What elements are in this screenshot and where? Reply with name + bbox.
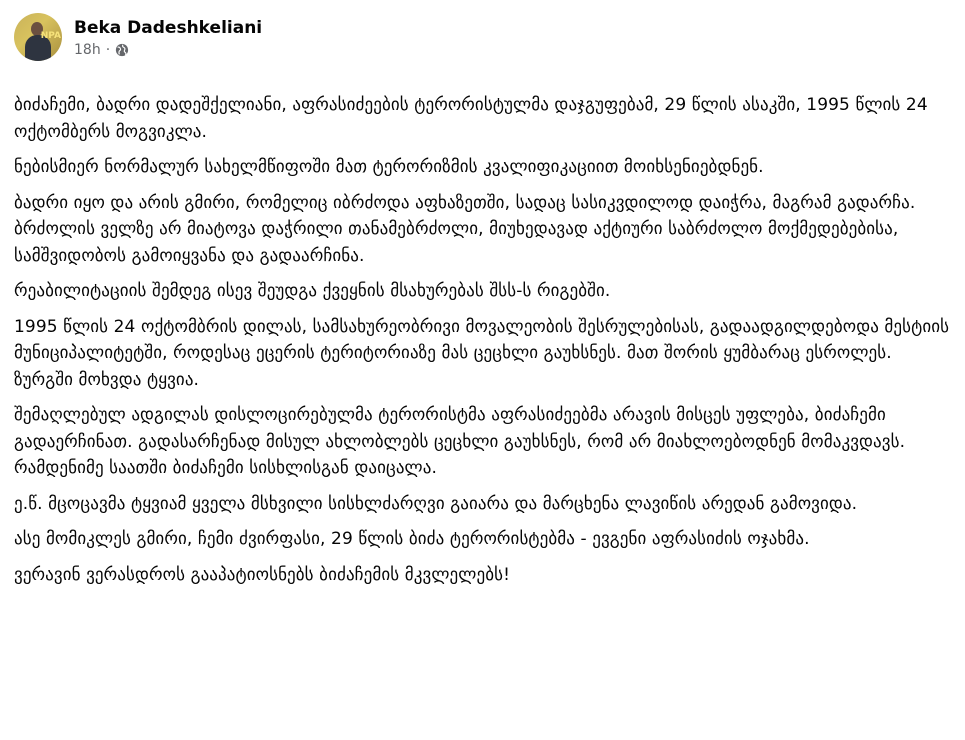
post-paragraph: ბიძაჩემი, ბადრი დადეშქელიანი, აფრასიძეების ტერორისტულმა დაჯგუფებამ, 29 წლის ასაკში, 1995 წლის 24 ოქტომბერს მოგვიკლა. [14,95,928,142]
globe-icon[interactable] [115,43,129,57]
post-timestamp[interactable]: 18h [74,41,101,58]
avatar[interactable] [14,13,62,61]
post-paragraph: ასე მომიკლეს გმირი, ჩემი ძვირფასი, 29 წლის ბიძა ტერორისტებმა - ევგენი აფრასიძის ოჯახმა. [14,529,810,549]
post-paragraph: ვერავინ ვერასდროს გააპატიოსნებს ბიძაჩემის მკვლელებს! [14,564,510,585]
post-meta [74,17,262,58]
post-paragraph: 1995 წლის 24 ოქტომბრის დილას, სამსახურეობრივი მოვალეობის შესრულებისას, გადაადგილდებოდა მესტიის მუნიციპალიტეტში, როდესაც ეცერის ტერიტორიაზე მას ცეცხლი გაუხსნეს. მათ შორის ყუმბარაც ესროლეს. ზურგში მოხვდა ტყვია. [14,316,950,390]
post-header [14,13,262,61]
author-name[interactable]: Beka Dadeshkeliani [74,17,263,38]
post-body [14,92,954,597]
post-paragraph: რეაბილიტაციის შემდეგ ისევ შეუდგა ქვეყნის მსახურებას შსს-ს რიგებში. [14,281,611,301]
post-subline [74,42,262,58]
post-paragraph: ე.წ. მცოცავმა ტყვიამ ყველა მსხვილი სისხლძარღვი გაიარა და მარცხენა ლავიწის არედან გამოვიდა. [14,493,858,514]
separator-dot: · [105,41,111,58]
post-paragraph: ნებისმიერ ნორმალურ სახელმწიფოში მათ ტერორიზმის კვალიფიკაციით მოიხსენიებდნენ. [14,157,764,177]
post-paragraph: შემაღლებულ ადგილას დისლოცირებულმა ტერორისტმა აფრასიძეებმა არავის მისცეს უფლება, ბიძაჩემი გადაერჩინათ. გადასარჩენად მისულ ახლობლებს ცეცხლი გაუხსნეს, რომ არ მიახლოებოდნენ მომაკვდავს. რამდენიმე საათში ბიძაჩემი სისხლისგან დაიცალა. [14,405,906,478]
post-paragraph: ბადრი იყო და არის გმირი, რომელიც იბრძოდა აფხაზეთში, სადაც სასიკვდილოდ დაიჭრა, მაგრამ გადარჩა. ბრძოლის ველზე არ მიატოვა დაჭრილი თანამებრძოლი, მიუხედავად აქტიური საბრძოლო მოქმედებებისა, სამშვიდობოს გამოიყვანა და გადაარჩინა. [14,192,916,266]
avatar-badge: NPA [40,31,61,41]
